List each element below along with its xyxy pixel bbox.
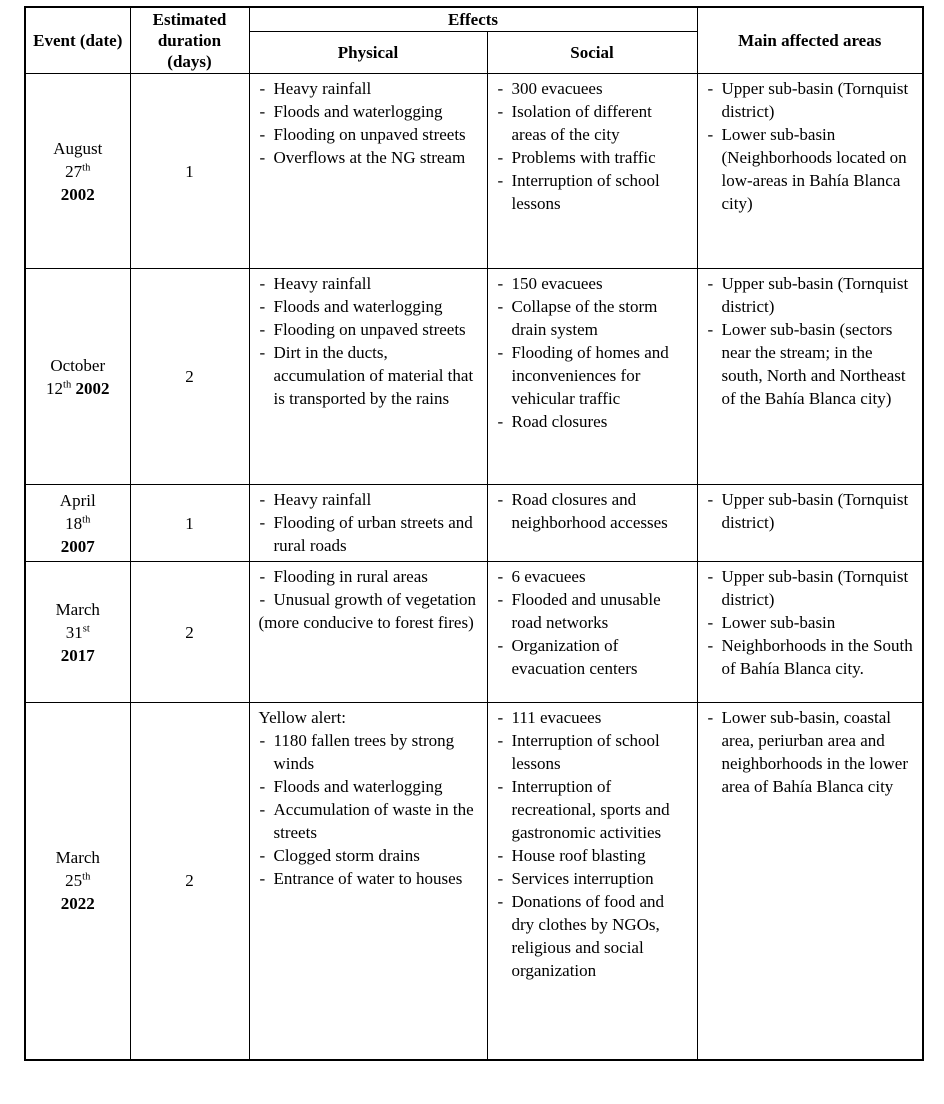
- affected-area-item: - Upper sub-basin (Tornquist district): [707, 272, 916, 318]
- social-effect-item: - 150 evacuees: [497, 272, 690, 295]
- event-year: 2017: [60, 645, 95, 665]
- physical-effect-item: - Entrance of water to houses: [259, 867, 480, 890]
- physical-effect-item: - Floods and waterlogging: [259, 295, 480, 318]
- affected-area-item: - Upper sub-basin (Tornquist district): [707, 565, 916, 611]
- physical-effect-item: - Flooding on unpaved streets: [259, 318, 480, 341]
- physical-effect-item: - Flooding in rural areas: [259, 565, 480, 588]
- event-date-cell: [25, 562, 130, 703]
- physical-effect-item: - Clogged storm drains: [259, 844, 480, 867]
- affected-area-item: - Lower sub-basin: [707, 611, 916, 634]
- social-effect-item: - Collapse of the storm drain system: [497, 295, 690, 341]
- social-effect-item: - Interruption of school lessons: [497, 729, 690, 775]
- social-effect-item: - Problems with traffic: [497, 146, 690, 169]
- event-day: 27th: [65, 161, 91, 181]
- social-effect-item: - House roof blasting: [497, 844, 690, 867]
- social-effect-item: - Road closures and neighborhood accesses: [497, 488, 690, 534]
- col-header-areas: Main affected areas: [697, 7, 923, 74]
- social-effects-list: [497, 706, 690, 982]
- col-header-social: Social: [487, 32, 697, 74]
- social-effect-item: - Services interruption: [497, 867, 690, 890]
- col-header-effects: Effects: [249, 7, 697, 32]
- physical-effect-item: - Overflows at the NG stream: [259, 146, 480, 169]
- social-effect-item: - 6 evacuees: [497, 565, 690, 588]
- physical-effect-item: - 1180 fallen trees by strong winds: [259, 729, 480, 775]
- affected-areas-list: [707, 565, 916, 680]
- col-header-event: Event (date): [25, 7, 130, 74]
- physical-effect-item: - Heavy rainfall: [259, 77, 480, 100]
- event-month: April: [59, 490, 96, 510]
- affected-area-item: - Lower sub-basin (sectors near the stream; in the south, North and Northeast of the Bahía Blanca city): [707, 318, 916, 410]
- affected-areas-cell: [697, 74, 923, 269]
- flood-events-table: [24, 6, 924, 1061]
- duration-cell: 2: [130, 269, 249, 485]
- social-effect-item: - Flooded and unusable road networks: [497, 588, 690, 634]
- affected-areas-list: [707, 488, 916, 534]
- event-day: 31st: [65, 622, 90, 642]
- event-day: 18th: [65, 513, 91, 533]
- physical-note-text: (more conducive to forest fires): [258, 613, 474, 632]
- physical-effect-item: - Unusual growth of vegetation: [259, 588, 480, 611]
- social-effect-item: - Organization of evacuation centers: [497, 634, 690, 680]
- event-date-cell: [25, 269, 130, 485]
- col-header-physical: Physical: [249, 32, 487, 74]
- social-effect-item: - 300 evacuees: [497, 77, 690, 100]
- duration-cell: 2: [130, 703, 249, 1060]
- affected-areas-cell: [697, 485, 923, 562]
- social-effect-item: - Interruption of school lessons: [497, 169, 690, 215]
- col-header-duration: Estimated duration (days): [130, 7, 249, 74]
- event-month: August: [53, 138, 103, 158]
- event-month: October: [50, 355, 106, 375]
- event-month: March: [55, 599, 100, 619]
- social-effects-list: [497, 488, 690, 534]
- social-effect-item: - 111 evacuees: [497, 706, 690, 729]
- social-effects-list: [497, 272, 690, 433]
- affected-areas-list: [707, 77, 916, 215]
- physical-effect-item: - Heavy rainfall: [259, 272, 480, 295]
- affected-area-item: - Upper sub-basin (Tornquist district): [707, 488, 916, 534]
- duration-cell: 1: [130, 74, 249, 269]
- physical-effects-list: [259, 77, 480, 169]
- event-day: 12th 2002: [46, 378, 110, 398]
- table-row: [25, 269, 923, 485]
- physical-effect-item: - Floods and waterlogging: [259, 100, 480, 123]
- affected-areas-cell: [697, 703, 923, 1060]
- affected-area-item: - Upper sub-basin (Tornquist district): [707, 77, 916, 123]
- physical-effect-item: - Accumulation of waste in the streets: [259, 798, 480, 844]
- physical-effect-item: - Heavy rainfall: [259, 488, 480, 511]
- table-row: [25, 703, 923, 1060]
- event-date-cell: [25, 74, 130, 269]
- physical-effects-cell: [249, 485, 487, 562]
- social-effect-item: - Isolation of different areas of the city: [497, 100, 690, 146]
- physical-effects-list: [259, 565, 480, 611]
- affected-areas-cell: [697, 269, 923, 485]
- social-effect-item: - Donations of food and dry clothes by NGOs, religious and social organization: [497, 890, 690, 982]
- social-effect-item: - Interruption of recreational, sports and gastronomic activities: [497, 775, 690, 844]
- affected-area-item: - Lower sub-basin, coastal area, periurban area and neighborhoods in the lower area of Bahía Blanca city: [707, 706, 916, 798]
- event-year: 2022: [60, 894, 95, 914]
- social-effects-cell: [487, 269, 697, 485]
- table-row: [25, 485, 923, 562]
- event-date-cell: [25, 485, 130, 562]
- physical-effects-list: [259, 272, 480, 410]
- social-effect-item: - Flooding of homes and inconveniences for vehicular traffic: [497, 341, 690, 410]
- duration-cell: 1: [130, 485, 249, 562]
- social-effects-cell: [487, 485, 697, 562]
- social-effects-cell: [487, 74, 697, 269]
- physical-effects-cell: [249, 562, 487, 703]
- table-body: [25, 74, 923, 1060]
- table-header: [25, 7, 923, 74]
- event-year: 2002: [60, 184, 95, 204]
- physical-effects-cell: [249, 703, 487, 1060]
- event-month: March: [55, 848, 100, 868]
- social-effect-item: - Road closures: [497, 410, 690, 433]
- physical-effect-item: - Flooding of urban streets and rural roads: [259, 511, 480, 557]
- physical-effect-item: - Floods and waterlogging: [259, 775, 480, 798]
- physical-effects-cell: [249, 269, 487, 485]
- physical-effects-list: [259, 729, 480, 890]
- physical-effects-cell: [249, 74, 487, 269]
- affected-area-item: - Neighborhoods in the South of Bahía Blanca city.: [707, 634, 916, 680]
- social-effects-list: [497, 77, 690, 215]
- affected-areas-cell: [697, 562, 923, 703]
- social-effects-list: [497, 565, 690, 680]
- physical-effects-list: [259, 488, 480, 557]
- affected-area-item: - Lower sub-basin (Neighborhoods located on low-areas in Bahía Blanca city): [707, 123, 916, 215]
- social-effects-cell: [487, 703, 697, 1060]
- physical-effect-item: - Dirt in the ducts, accumulation of material that is transported by the rains: [259, 341, 480, 410]
- social-effects-cell: [487, 562, 697, 703]
- table-row: [25, 74, 923, 269]
- event-year: 2007: [60, 536, 95, 556]
- table-row: [25, 562, 923, 703]
- event-day: 25th: [65, 871, 91, 891]
- event-date-cell: [25, 703, 130, 1060]
- physical-lead-text: Yellow alert:: [258, 708, 347, 727]
- duration-cell: 2: [130, 562, 249, 703]
- affected-areas-list: [707, 272, 916, 410]
- affected-areas-list: [707, 706, 916, 798]
- physical-effect-item: - Flooding on unpaved streets: [259, 123, 480, 146]
